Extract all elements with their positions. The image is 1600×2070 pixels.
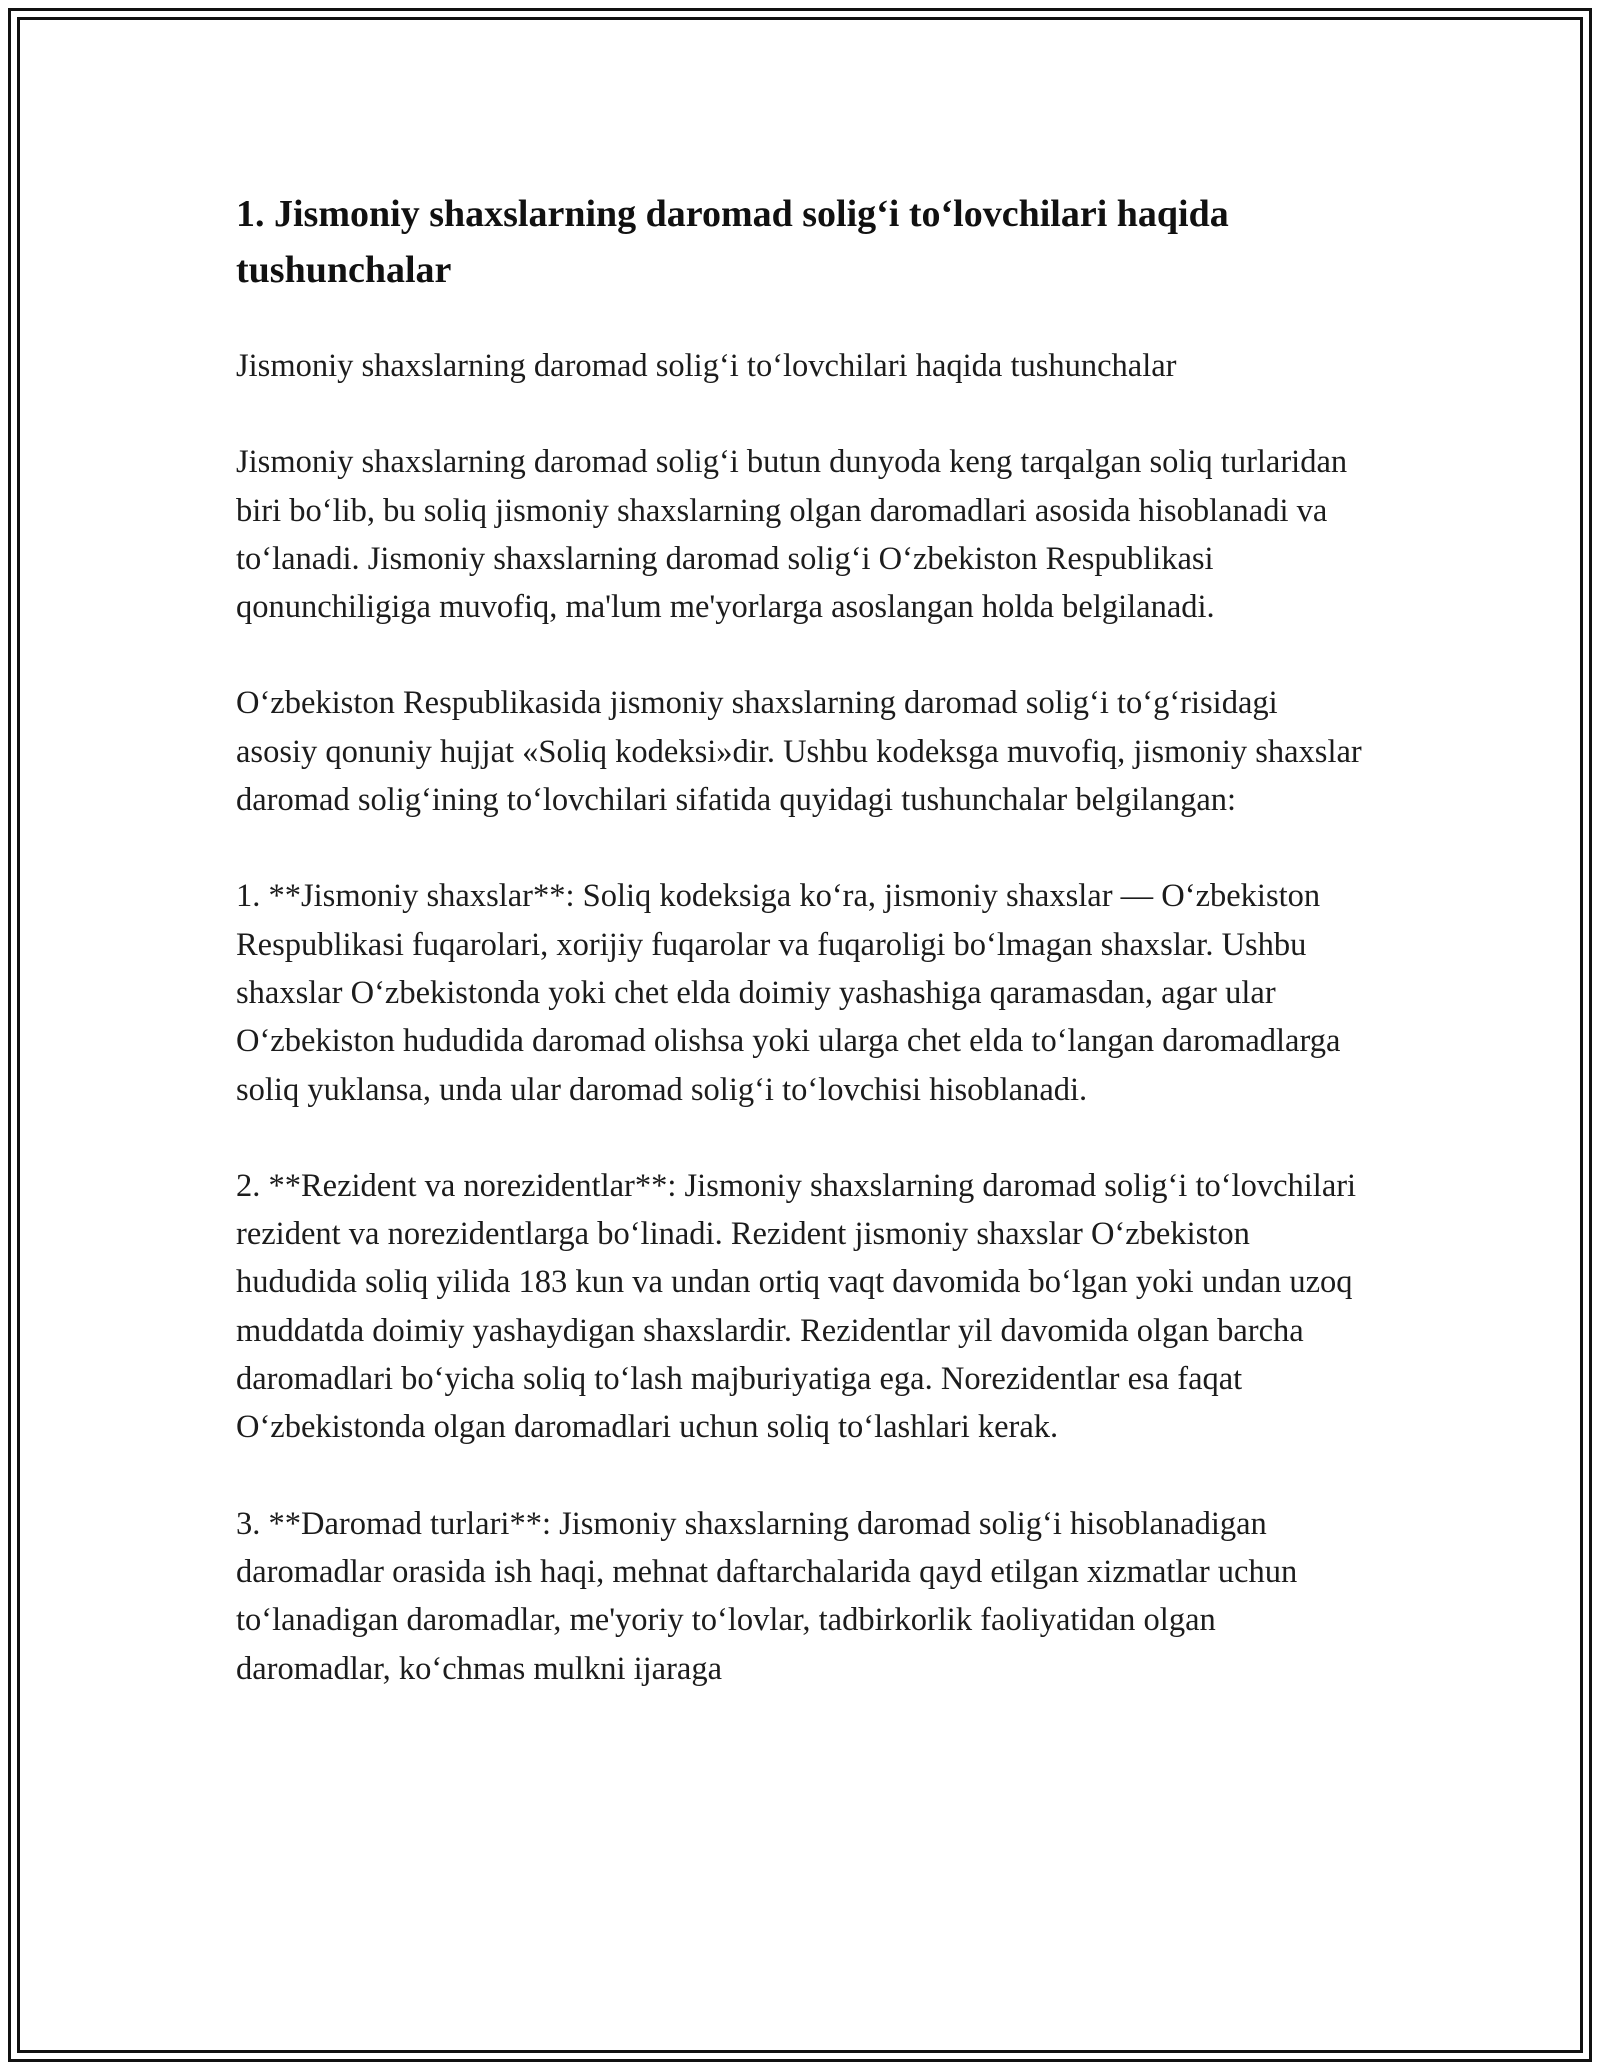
- paragraph-subtitle: Jismoniy shaxslarning daromad solig‘i to‘lovchilari haqida tushunchalar: [236, 348, 1177, 384]
- paragraph-intro: Jismoniy shaxslarning daromad solig‘i butun dunyoda keng tarqalgan soliq turlaridan biri bo‘lib, bu soliq jismoniy shaxslarning olgan daromadlari asosida hisoblanadi va to‘lanadi. Jismoniy shaxslarning daromad solig‘i O‘zbekiston Respublikasi qonunchiligiga muvofiq, ma'lum me'yorlarga asoslangan holda belgilanadi.: [236, 444, 1348, 626]
- document-body: [236, 186, 1366, 1741]
- list-item-residents: 2. **Rezident va norezidentlar**: Jismoniy shaxslarning daromad solig‘i to‘lovchilari rezident va norezidentlarga bo‘linadi. Rezident jismoniy shaxslar O‘zbekiston hududida soliq yilida 183 kun va undan ortiq vaqt davomida bo‘lgan yoki undan uzoq muddatda doimiy yashaydigan shaxslardir. Rezidentlar yil davomida olgan barcha daromadlari bo‘yicha soliq to‘lash majburiyatiga ega. Norezidentlar esa faqat O‘zbekistonda olgan daromadlari uchun soliq to‘lashlari kerak.: [236, 1167, 1357, 1446]
- document-title: 1. Jismoniy shaxslarning daromad solig‘i to‘lovchilari haqida tushunchalar: [236, 193, 1229, 291]
- list-item-individuals: 1. **Jismoniy shaxslar**: Soliq kodeksiga ko‘ra, jismoniy shaxslar — O‘zbekiston Respublikasi fuqarolari, xorijiy fuqarolar va fuqaroligi bo‘lmagan shaxslar. Ushbu shaxslar O‘zbekistonda yoki chet elda doimiy yashashiga qaramasdan, agar ular O‘zbekiston hududida daromad olishsa yoki ularga chet elda to‘langan daromadlarga soliq yuklansa, unda ular daromad solig‘i to‘lovchisi hisoblanadi.: [236, 878, 1341, 1108]
- paragraph-tax-code: O‘zbekiston Respublikasida jismoniy shaxslarning daromad solig‘i to‘g‘risidagi asosiy qonuniy hujjat «Soliq kodeksi»dir. Ushbu kodeksga muvofiq, jismoniy shaxslar daromad solig‘ining to‘lovchilari sifatida quyidagi tushunchalar belgilangan:: [236, 685, 1362, 819]
- list-item-income-types: 3. **Daromad turlari**: Jismoniy shaxslarning daromad solig‘i hisoblanadigan daromadlar orasida ish haqi, mehnat daftarchalarida qayd etilgan xizmatlar uchun to‘lanadigan daromadlar, me'yoriy to‘lovlar, tadbirkorlik faoliyatidan olgan daromadlar, ko‘chmas mulkni ijaraga: [236, 1505, 1298, 1687]
